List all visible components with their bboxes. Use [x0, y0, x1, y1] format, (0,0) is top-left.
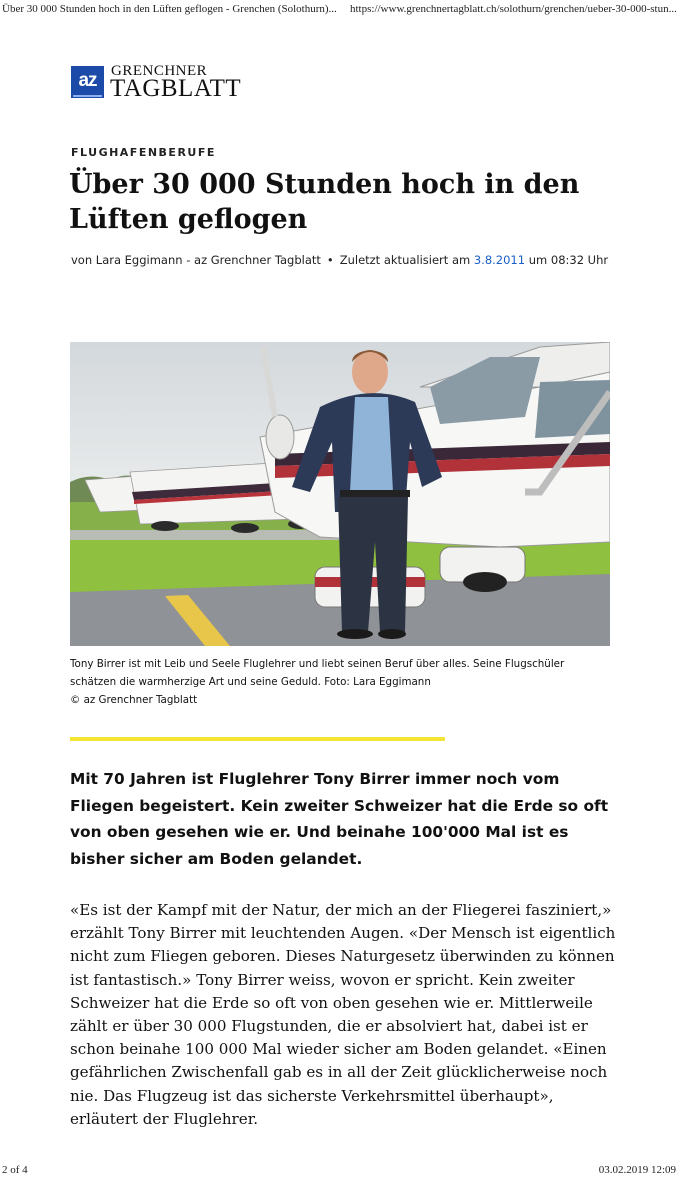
article-photo-illustration — [70, 342, 610, 646]
print-footer — [0, 1164, 680, 1178]
section-divider — [70, 737, 445, 741]
byline-updated-suffix: um 08:32 Uhr — [528, 253, 609, 267]
photo-caption — [70, 655, 610, 709]
print-page-title: Über 30 000 Stunden hoch in den Lüften geflogen - Grenchen (Solothurn)... — [2, 3, 337, 15]
article-body-paragraph: «Es ist der Kampf mit der Natur, der mich an der Fliegerei fasziniert,» erzählt Tony Birrer mit leuchtenden Augen. «Der Mensch ist eigentlich nicht zum Fliegen geboren. Dieses Naturgesetz überwinden zu können ist fantastisch.» Tony Birrer weiss, wovon er spricht. Kein zweiter Schweizer hat die Erde so oft von oben gesehen wie er. Mittlerweile zählt er über 30 000 Flugstunden, die er absolviert hat, dabei ist er schon beinahe 100 000 Mal wieder sicher am Boden gelandet. «Einen gefährlichen Zwischenfall gab es in all der Zeit glücklicherweise noch nie. Das Flugzeug ist das sicherste Verkehrsmittel überhaupt», erläutert der Fluglehrer. — [70, 901, 616, 1128]
byline-updated-date-link[interactable]: 3.8.2011 — [473, 253, 526, 267]
logo-line-2: TAGBLATT — [110, 75, 242, 102]
az-logo-icon: az — [71, 66, 104, 98]
article-kicker: FLUGHAFENBERUFE — [71, 146, 216, 159]
caption-text: Tony Birrer ist mit Leib und Seele Fluglehrer und liebt seinen Beruf über alles. Seine Flugschüler schätzen die warmherzige Art und seine Geduld. Foto: Lara Eggimann — [70, 658, 565, 688]
byline-updated-prefix: Zuletzt aktualisiert am — [339, 253, 471, 267]
logo-line-1: GRENCHNER — [111, 63, 208, 79]
article-lead: Mit 70 Jahren ist Fluglehrer Tony Birrer immer noch vom Fliegen begeistert. Kein zweiter Schweizer hat die Erde so oft von oben gesehen wie er. Und beinahe 100'000 Mal ist es bisher sicher am Boden gelandet. — [70, 770, 609, 868]
article-byline — [71, 253, 608, 267]
print-header — [0, 3, 680, 17]
print-page-url[interactable]: https://www.grenchnertagblatt.ch/solothurn/grenchen/ueber-30-000-stun... — [350, 3, 677, 15]
print-page-number: 2 of 4 — [2, 1164, 28, 1176]
site-logo[interactable] — [71, 64, 261, 104]
caption-credit: © az Grenchner Tagblatt — [70, 694, 198, 706]
article-photo — [70, 342, 610, 646]
byline-separator: • — [326, 253, 334, 267]
article-headline: Über 30 000 Stunden hoch in den Lüften geflogen — [69, 169, 580, 235]
print-datetime: 03.02.2019 12:09 — [598, 1164, 676, 1176]
byline-author: von Lara Eggimann - az Grenchner Tagblatt — [71, 253, 321, 267]
